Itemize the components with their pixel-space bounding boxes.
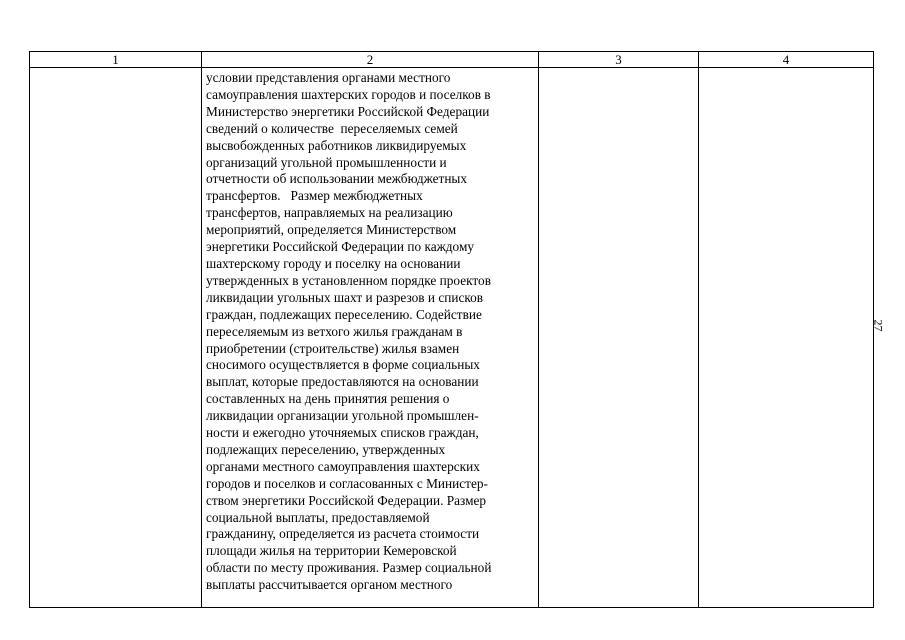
header-row <box>30 52 874 68</box>
text-line: ности и ежегодно уточняемых списков граждан, <box>206 425 479 441</box>
text-line: гражданину, определяется из расчета стоимости <box>206 526 480 542</box>
text-line: выплаты рассчитывается органом местного <box>206 577 453 593</box>
text-line: утвержденных в установленном порядке проектов <box>206 272 491 288</box>
text-line: составленных на день принятия решения о <box>206 391 450 407</box>
text-line: шахтерскому городу и поселку на основании <box>206 255 461 271</box>
text-line: приобретении (строительстве) жилья взамен <box>206 340 460 356</box>
text-line: Министерство энергетики Российской Федерации <box>206 103 490 119</box>
text-line: самоуправления шахтерских городов и поселков в <box>206 86 491 102</box>
text-line: высвобожденных работников ликвидируемых <box>206 137 467 153</box>
text-line: трансфертов, направляемых на реализацию <box>206 205 453 221</box>
text-line: трансфертов. Размер межбюджетных <box>206 188 423 204</box>
text-line: ликвидации организации угольной промышлен- <box>206 408 479 424</box>
text-line: социальной выплаты, предоставляемой <box>206 509 430 525</box>
text-line: мероприятий, определяется Министерством <box>206 222 457 238</box>
column-header-3: 3 <box>539 52 699 68</box>
column-2-cell <box>202 68 539 608</box>
text-line: переселяемым из ветхого жилья гражданам в <box>206 323 463 339</box>
text-line: граждан, подлежащих переселению. Содействие <box>206 306 482 322</box>
text-line: организаций угольной промышленности и <box>206 154 447 170</box>
column-4-cell <box>699 68 874 608</box>
table-row <box>30 68 874 608</box>
text-line: городов и поселков и согласованных с Министер- <box>206 475 488 491</box>
text-line: ством энергетики Российской Федерации. Размер <box>206 492 487 508</box>
text-line: органами местного самоуправления шахтерских <box>206 458 480 474</box>
text-line: сведений о количестве переселяемых семей <box>206 120 458 136</box>
text-line: сносимого осуществляется в форме социальных <box>206 357 480 373</box>
column-header-2: 2 <box>202 52 539 68</box>
column-1-cell <box>30 68 202 608</box>
text-line: условии представления органами местного <box>206 70 451 85</box>
text-line: энергетики Российской Федерации по каждому <box>206 239 475 255</box>
column-3-cell <box>539 68 699 608</box>
column-header-4: 4 <box>699 52 874 68</box>
document-table <box>29 51 874 608</box>
text-line: площади жилья на территории Кемеровской <box>206 543 457 559</box>
text-line: области по месту проживания. Размер социальной <box>206 560 492 576</box>
page-number: 27 <box>871 319 886 332</box>
text-line: ликвидации угольных шахт и разрезов и списков <box>206 289 484 305</box>
text-line: подлежащих переселению, утвержденных <box>206 441 446 457</box>
text-line: отчетности об использовании межбюджетных <box>206 171 468 187</box>
column-header-1: 1 <box>30 52 202 68</box>
text-line: выплат, которые предоставляются на основании <box>206 374 479 390</box>
